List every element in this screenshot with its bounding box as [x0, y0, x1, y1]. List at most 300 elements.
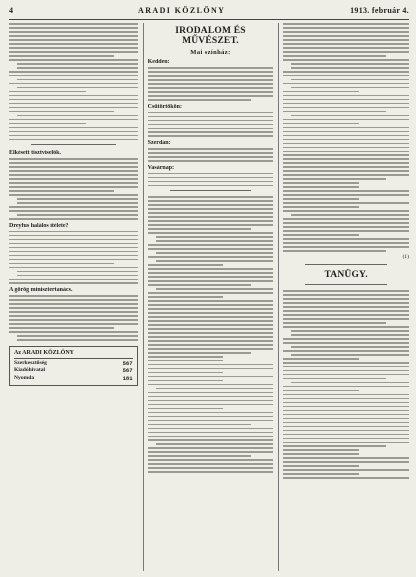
text-line: [148, 300, 274, 302]
text-line: [283, 410, 409, 412]
text-line: [283, 71, 409, 73]
text-line: [283, 418, 409, 420]
text-line: [148, 324, 274, 326]
text-line: [148, 328, 274, 330]
text-line: [9, 186, 138, 188]
text-line: [283, 442, 409, 444]
text-line: [283, 75, 409, 77]
entry-label: Szerkesztőség: [14, 359, 47, 366]
text-line: [148, 424, 251, 426]
subscription-box: [9, 346, 138, 387]
divider: [31, 144, 116, 145]
text-line: [9, 299, 138, 301]
text-line: [156, 240, 274, 242]
text-line: [9, 311, 138, 313]
text-line: [283, 234, 358, 236]
text-line: [283, 358, 358, 360]
text-line: [9, 158, 138, 160]
text-line: [148, 212, 274, 214]
text-line: [283, 27, 409, 29]
text-line: [283, 186, 358, 188]
text-line: [283, 461, 409, 463]
text-line: [148, 220, 274, 222]
column-1: [9, 23, 138, 571]
text-line: [148, 436, 274, 438]
article-body: [9, 295, 138, 341]
page-number: 4: [9, 6, 14, 15]
text-line: [9, 239, 138, 241]
text-line: [148, 416, 274, 418]
text-line: [156, 443, 274, 445]
text-line: [9, 307, 138, 309]
box-rule: [14, 358, 133, 359]
text-line: [283, 422, 409, 424]
text-line: [148, 412, 274, 414]
text-line: [148, 228, 251, 230]
divider: [305, 284, 387, 285]
text-line: [148, 320, 274, 322]
text-line: [148, 135, 274, 137]
text-line: [148, 336, 274, 338]
text-line: [148, 432, 274, 434]
text-line: [148, 272, 274, 274]
text-line: [148, 344, 274, 346]
text-line: [17, 202, 138, 204]
text-line: [9, 43, 138, 45]
text-line: [283, 139, 409, 141]
text-line: [148, 356, 223, 358]
text-line: [148, 404, 274, 406]
text-line: [9, 111, 114, 113]
text-line: [9, 247, 138, 249]
text-line: [291, 214, 409, 216]
columns: [9, 23, 409, 571]
text-line: [9, 194, 138, 196]
text-line: [17, 335, 138, 337]
text-line: [9, 279, 138, 281]
box-entry: [14, 360, 133, 368]
text-line: [283, 99, 409, 101]
text-line: [148, 439, 274, 441]
text-line: [283, 198, 358, 200]
article-body: [9, 23, 138, 140]
text-line: [9, 71, 138, 73]
text-line: [283, 31, 409, 33]
text-line: [283, 119, 409, 121]
text-line: [283, 55, 386, 57]
text-line: [148, 428, 274, 430]
text-line: [283, 430, 409, 432]
text-line: [156, 252, 274, 254]
text-line: [283, 230, 409, 232]
text-line: [9, 47, 138, 49]
text-line: [283, 390, 358, 392]
text-line: [9, 27, 138, 29]
text-line: [9, 174, 138, 176]
text-line: [283, 51, 409, 53]
text-line: [148, 396, 274, 398]
article-body: [9, 231, 138, 284]
text-line: [148, 75, 274, 77]
text-line: [283, 210, 409, 212]
headline: Szerdán:: [147, 140, 171, 147]
text-line: [148, 380, 223, 382]
entry-value: 181: [122, 374, 133, 382]
text-line: [148, 316, 274, 318]
masthead: [9, 6, 409, 20]
text-line: [283, 306, 409, 308]
text-line: [9, 315, 138, 317]
text-line: [17, 87, 138, 89]
text-line: [283, 218, 409, 220]
text-line: [9, 91, 86, 93]
article-body: [148, 148, 274, 162]
text-line: [9, 170, 138, 172]
text-line: [283, 39, 409, 41]
text-line: [9, 295, 138, 297]
text-line: [148, 304, 274, 306]
text-line: [148, 87, 274, 89]
entry-value: 567: [122, 367, 133, 375]
text-line: [283, 394, 409, 396]
text-line: [283, 314, 409, 316]
text-line: [291, 63, 409, 65]
text-line: [9, 103, 138, 105]
text-line: [148, 296, 223, 298]
text-line: [9, 267, 138, 269]
text-line: [148, 148, 274, 150]
text-line: [148, 120, 274, 122]
text-line: [148, 364, 274, 366]
text-line: [9, 131, 138, 133]
text-line: [148, 67, 274, 69]
footer-number: (1): [402, 254, 409, 261]
text-line: [148, 160, 274, 162]
text-line: [148, 91, 274, 93]
text-line: [283, 103, 409, 105]
text-line: [283, 123, 358, 125]
text-line: [283, 342, 409, 344]
text-line: [283, 158, 409, 160]
text-line: [283, 362, 409, 364]
text-line: [9, 327, 114, 329]
text-line: [9, 35, 138, 37]
text-line: [283, 127, 409, 129]
text-line: [283, 35, 409, 37]
text-line: [148, 224, 274, 226]
text-line: [9, 255, 138, 257]
text-line: [148, 99, 251, 101]
article-body: [9, 158, 138, 219]
text-line: [9, 162, 138, 164]
text-line: [148, 420, 274, 422]
text-line: [283, 47, 409, 49]
text-line: [9, 319, 138, 321]
text-line: [148, 360, 223, 362]
text-line: [283, 366, 409, 368]
text-line: [283, 59, 409, 61]
text-line: [148, 204, 274, 206]
text-line: [148, 131, 274, 133]
article-body: [148, 196, 274, 473]
text-line: [148, 152, 274, 154]
text-line: [148, 292, 274, 294]
text-line: [283, 402, 409, 404]
headline: Elkésett tisztviselők.: [9, 150, 61, 157]
text-line: [17, 198, 138, 200]
headline: Kedden:: [147, 59, 170, 65]
text-line: [148, 384, 274, 386]
text-line: [148, 256, 274, 258]
text-line: [148, 392, 274, 394]
text-line: [9, 210, 138, 212]
text-line: [283, 95, 409, 97]
text-line: [283, 147, 409, 149]
text-line: [283, 338, 409, 340]
section-title: TANÜGY.: [324, 270, 368, 281]
text-line: [9, 263, 114, 265]
box-lead: Az ARADI KÖZLÖNY: [14, 349, 75, 356]
issue-date: 1913. február 4.: [350, 6, 409, 15]
text-line: [17, 214, 138, 216]
text-line: [9, 259, 138, 261]
text-line: [283, 322, 386, 324]
text-line: [148, 248, 274, 250]
text-line: [148, 332, 274, 334]
article-body: [148, 67, 274, 101]
text-line: [283, 434, 409, 436]
text-line: [283, 449, 358, 451]
text-line: [9, 51, 138, 53]
text-line: [9, 190, 114, 192]
text-line: [9, 231, 138, 233]
text-line: [148, 156, 274, 158]
text-line: [148, 280, 274, 282]
text-line: [283, 294, 409, 296]
text-line: [9, 107, 138, 109]
text-line: [283, 23, 409, 25]
text-line: [9, 166, 138, 168]
text-line: [291, 330, 409, 332]
text-line: [283, 426, 409, 428]
text-line: [283, 182, 358, 184]
text-line: [9, 282, 138, 284]
text-line: [283, 406, 409, 408]
text-line: [148, 276, 274, 278]
text-line: [283, 250, 386, 252]
text-line: [283, 135, 409, 137]
text-line: [9, 303, 138, 305]
text-line: [17, 271, 138, 273]
text-line: [148, 95, 274, 97]
text-line: [283, 154, 409, 156]
entry-value: 567: [122, 359, 133, 367]
text-line: [283, 107, 409, 109]
text-line: [283, 386, 409, 388]
text-line: [9, 206, 138, 208]
text-line: [291, 382, 409, 384]
text-line: [283, 298, 409, 300]
text-line: [283, 414, 409, 416]
text-line: [283, 111, 386, 113]
text-line: [148, 284, 251, 286]
text-line: [148, 264, 223, 266]
text-line: [283, 290, 409, 292]
text-line: [283, 350, 409, 352]
text-line: [9, 182, 138, 184]
text-line: [9, 31, 138, 33]
text-line: [148, 447, 274, 449]
text-line: [291, 87, 409, 89]
text-line: [283, 370, 409, 372]
text-line: [283, 91, 358, 93]
text-line: [283, 222, 409, 224]
text-line: [9, 83, 138, 85]
text-line: [283, 83, 409, 85]
text-line: [148, 79, 274, 81]
text-line: [148, 368, 274, 370]
text-line: [283, 310, 409, 312]
text-line: [156, 260, 274, 262]
text-line: [283, 438, 409, 440]
entry-label: Kiadóhivatal: [14, 367, 46, 374]
text-line: [291, 346, 409, 348]
text-line: [148, 116, 274, 118]
text-line: [148, 376, 274, 378]
text-line: [283, 166, 409, 168]
text-line: [283, 242, 409, 244]
headline: Dreyfus halálos ítélete?: [9, 222, 69, 229]
box-entry: [14, 367, 133, 375]
text-line: [17, 63, 138, 65]
text-line: [9, 218, 138, 220]
text-line: [291, 334, 409, 336]
text-line: [9, 235, 138, 237]
text-line: [283, 477, 409, 479]
text-line: [17, 67, 138, 69]
text-line: [283, 302, 409, 304]
text-line: [9, 23, 138, 25]
headline: Csütörtökön:: [147, 103, 182, 110]
article-body: [283, 23, 409, 252]
text-line: [148, 463, 274, 465]
text-line: [283, 131, 409, 133]
text-line: [283, 190, 409, 192]
text-line: [283, 206, 358, 208]
text-line: [9, 243, 138, 245]
text-line: [283, 378, 386, 380]
text-line: [283, 318, 409, 320]
text-line: [283, 398, 409, 400]
text-line: [148, 196, 274, 198]
subheading: Mai színház:: [190, 49, 231, 56]
text-line: [283, 374, 409, 376]
text-line: [283, 457, 409, 459]
section-title: IRODALOM ÉS MŰVÉSZET.: [175, 26, 246, 46]
text-line: [148, 451, 274, 453]
text-line: [156, 388, 274, 390]
text-line: [9, 178, 138, 180]
column-2: [143, 23, 274, 571]
text-line: [148, 71, 274, 73]
text-line: [9, 59, 138, 61]
text-line: [17, 115, 138, 117]
text-line: [148, 208, 274, 210]
text-line: [283, 238, 409, 240]
text-line: [148, 352, 251, 354]
text-line: [291, 354, 409, 356]
headline: A görög minisztertanács.: [9, 287, 73, 294]
text-line: [148, 312, 274, 314]
text-line: [283, 465, 358, 467]
text-line: [9, 323, 138, 325]
text-line: [291, 67, 409, 69]
text-line: [291, 79, 409, 81]
text-line: [9, 123, 86, 125]
text-line: [17, 339, 138, 341]
article-body: [283, 290, 409, 479]
text-line: [156, 236, 274, 238]
text-line: [148, 173, 274, 175]
text-line: [283, 453, 358, 455]
text-line: [148, 348, 274, 350]
paper-title: ARADI KÖZLÖNY: [138, 6, 226, 15]
text-line: [283, 143, 409, 145]
text-line: [148, 244, 274, 246]
text-line: [9, 75, 138, 77]
text-line: [148, 124, 274, 126]
column-3: [278, 23, 409, 571]
divider: [170, 190, 252, 191]
text-line: [9, 39, 138, 41]
text-line: [283, 202, 409, 204]
text-line: [148, 372, 223, 374]
text-line: [9, 139, 138, 141]
text-line: [283, 246, 409, 248]
text-line: [9, 251, 138, 253]
text-line: [148, 467, 274, 469]
text-line: [156, 288, 274, 290]
text-line: [148, 459, 274, 461]
divider: [305, 264, 387, 265]
text-line: [9, 127, 138, 129]
text-line: [283, 194, 409, 196]
text-line: [9, 119, 138, 121]
text-line: [283, 170, 409, 172]
text-line: [283, 226, 409, 228]
text-line: [148, 128, 274, 130]
article-body: [148, 112, 274, 138]
text-line: [9, 331, 138, 333]
text-line: [283, 469, 409, 471]
text-line: [283, 326, 409, 328]
text-line: [148, 181, 274, 183]
text-line: [148, 471, 274, 473]
text-line: [148, 232, 274, 234]
text-line: [148, 83, 274, 85]
text-line: [291, 115, 409, 117]
text-line: [9, 95, 138, 97]
text-line: [9, 135, 138, 137]
text-line: [283, 473, 358, 475]
text-line: [148, 200, 274, 202]
text-line: [283, 162, 409, 164]
text-line: [148, 455, 251, 457]
text-line: [148, 400, 274, 402]
text-line: [148, 112, 274, 114]
box-entry: [14, 375, 133, 383]
text-line: [148, 177, 274, 179]
